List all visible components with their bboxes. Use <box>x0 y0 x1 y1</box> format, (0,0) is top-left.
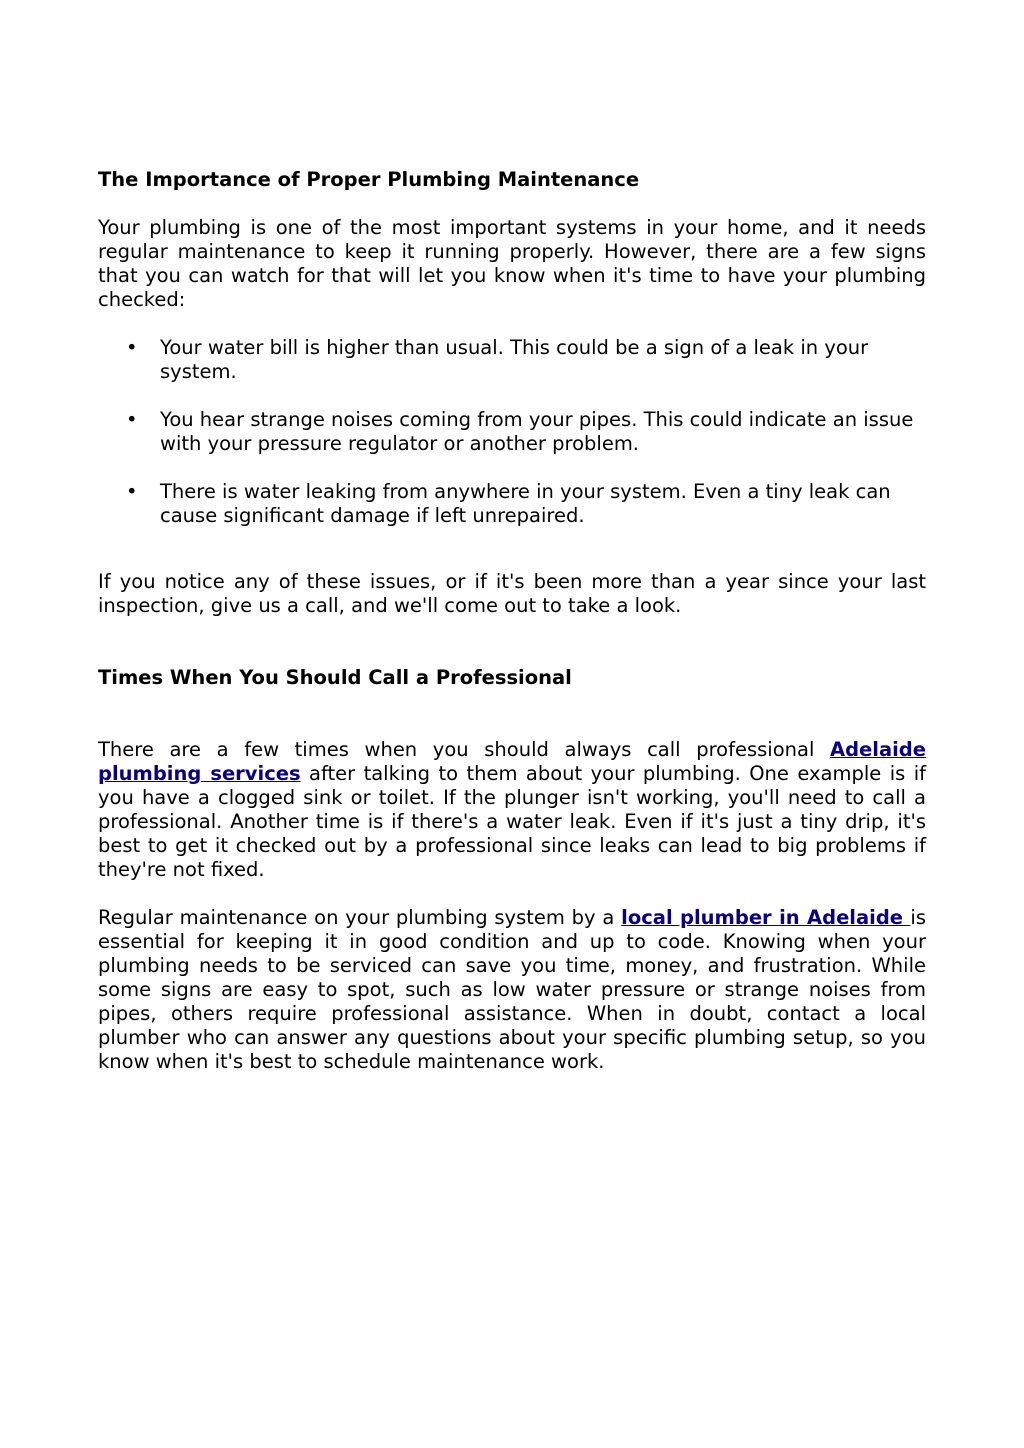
list-item-text: Your water bill is higher than usual. This could be a sign of a leak in your system. <box>160 336 869 383</box>
maintenance-paragraph <box>98 906 926 1074</box>
bullet-icon: • <box>126 408 138 431</box>
local-plumber-link[interactable]: local plumber in Adelaide <box>621 906 911 929</box>
bullet-icon: • <box>126 480 138 503</box>
section-heading-professional: Times When You Should Call a Professional <box>98 666 572 689</box>
list-item <box>98 408 926 456</box>
paragraph-text: Regular maintenance on your plumbing system by a <box>98 906 622 929</box>
list-item <box>98 336 926 384</box>
bullet-icon: • <box>126 336 138 359</box>
list-item <box>98 480 926 528</box>
paragraph-text: is essential for keeping it in good condition and up to code. Knowing when your plumbing needs to be serviced can save you time, money, and frustration. While some signs are easy to spot, such as low water pressure or strange noises from pipes, others require professional assistance. When in doubt, contact a local plumber who can answer any questions about your specific plumbing setup, so you know when it's best to schedule maintenance work. <box>98 906 926 1073</box>
closing-paragraph: If you notice any of these issues, or if it's been more than a year since your last inspection, give us a call, and we'll come out to take a look. <box>98 570 926 617</box>
professional-paragraph <box>98 738 926 882</box>
paragraph-text: There are a few times when you should always call professional <box>98 738 830 761</box>
signs-list <box>98 336 926 528</box>
section-heading-maintenance: The Importance of Proper Plumbing Maintenance <box>98 168 640 191</box>
document-page <box>98 168 926 1074</box>
list-item-text: You hear strange noises coming from your pipes. This could indicate an issue with your pressure regulator or another problem. <box>160 408 914 455</box>
intro-paragraph: Your plumbing is one of the most important systems in your home, and it needs regular maintenance to keep it running properly. However, there are a few signs that you can watch for that will let you know when it's time to have your plumbing checked: <box>98 216 926 311</box>
paragraph-text: after talking to them about your plumbing. One example is if you have a clogged sink or toilet. If the plunger isn't working, you'll need to call a professional. Another time is if there's a water leak. Even if it's just a tiny drip, it's best to get it checked out by a professional since leaks can lead to big problems if they're not fixed. <box>98 762 926 881</box>
adelaide-plumbing-services-link[interactable]: Adelaide plumbing services <box>98 738 926 785</box>
list-item-text: There is water leaking from anywhere in your system. Even a tiny leak can cause significant damage if left unrepaired. <box>160 480 891 527</box>
